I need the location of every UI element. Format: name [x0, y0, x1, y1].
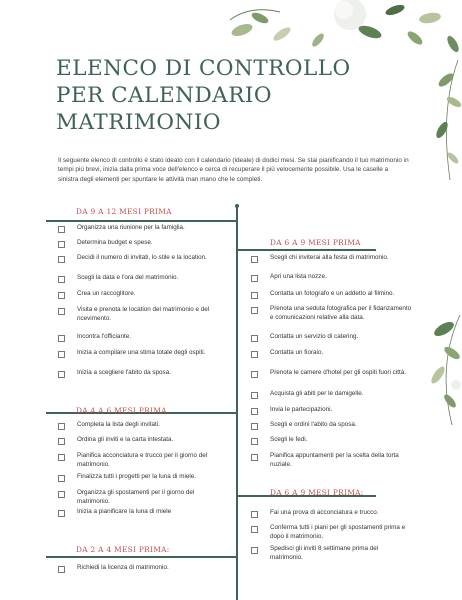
checkbox[interactable]: [58, 510, 65, 517]
list-item: Ordina gli inviti e la carta intestata.: [77, 436, 174, 443]
checkbox[interactable]: [58, 335, 65, 342]
section-heading-6-9: DA 6 A 9 MESI PRIMA: [270, 238, 361, 247]
list-item: Inizia a pianificare la luna di miele: [77, 508, 172, 515]
section-heading-4-6: DA 4 A 6 MESI PRIMA: [76, 406, 167, 415]
list-item: Visita e prenota le location del matrimonio e del ricevimento.: [77, 306, 210, 322]
checkbox[interactable]: [58, 256, 65, 263]
checkbox[interactable]: [58, 226, 65, 233]
checkbox[interactable]: [251, 454, 258, 461]
checkbox[interactable]: [251, 292, 258, 299]
section-heading-2-4: DA 2 A 4 MESI PRIMA:: [76, 545, 170, 554]
checkbox[interactable]: [58, 491, 65, 498]
checkbox[interactable]: [58, 371, 65, 378]
page-title: [56, 55, 351, 136]
timeline-branch: [236, 249, 376, 251]
checkbox[interactable]: [251, 371, 258, 378]
checkbox[interactable]: [58, 475, 65, 482]
timeline-node: [235, 204, 239, 208]
list-item: Contatta un fotografo e un addetto al filmino.: [270, 290, 395, 297]
list-item: Prenota una seduta fotografica per il fidanzamento e comunicazioni relative alla data.: [270, 305, 412, 321]
list-item: Determina budget e spese.: [77, 239, 153, 246]
checkbox[interactable]: [58, 292, 65, 299]
floral-decoration-top: [220, 0, 462, 60]
checkbox[interactable]: [251, 511, 258, 518]
checkbox[interactable]: [58, 438, 65, 445]
list-item: Decidi il numero di invitati, lo stile e la location.: [77, 254, 207, 261]
checkbox[interactable]: [251, 408, 258, 415]
list-item: Inizia a scegliere l'abito da sposa.: [77, 369, 171, 376]
list-item: Scegli chi inviterai alla festa di matrimonio.: [270, 254, 389, 261]
checkbox[interactable]: [251, 438, 258, 445]
list-item: Finalizza tutti i progetti per la luna di miele.: [77, 473, 196, 480]
floral-decoration-right-upper: [420, 60, 462, 190]
list-item: Invia le partecipazioni.: [270, 406, 333, 413]
list-item: Pianifica acconciatura e trucco per il giorno del matrimonio.: [77, 452, 208, 468]
section-heading-9-12: DA 9 A 12 MESI PRIMA: [76, 207, 172, 216]
section-heading-6-9-b: DA 6 A 9 MESI PRIMA:: [270, 488, 364, 497]
checkbox[interactable]: [251, 335, 258, 342]
floral-decoration-right-lower: [412, 315, 462, 425]
title-line-1: ELENCO DI CONTROLLO: [56, 56, 351, 81]
checkbox[interactable]: [58, 566, 65, 573]
checkbox[interactable]: [58, 241, 65, 248]
list-item: Contatta un servizio di catering.: [270, 333, 359, 340]
timeline-branch: [46, 556, 236, 558]
list-item: Organizza gli spostamenti per il giorno del matrimonio.: [77, 489, 195, 505]
checkbox[interactable]: [251, 423, 258, 430]
checkbox[interactable]: [58, 308, 65, 315]
list-item: Spedisci gli inviti 8 settimane prima del matrimonio.: [270, 545, 379, 561]
checkbox[interactable]: [58, 351, 65, 358]
checkbox[interactable]: [58, 423, 65, 430]
list-item: Inizia a compilare una stima totale degli ospiti.: [77, 349, 206, 356]
list-item: Scegli le fedi.: [270, 436, 308, 443]
list-item: Crea un raccoglitore.: [77, 290, 136, 297]
list-item: Acquista gli abiti per le damigelle.: [270, 390, 364, 397]
checkbox[interactable]: [251, 526, 258, 533]
list-item: Scegli e ordini l'abito da sposa.: [270, 421, 357, 428]
checkbox[interactable]: [251, 351, 258, 358]
checkbox[interactable]: [251, 547, 258, 554]
checkbox[interactable]: [251, 275, 258, 282]
title-line-2: PER CALENDARIO: [56, 83, 273, 108]
checkbox[interactable]: [251, 307, 258, 314]
checkbox[interactable]: [58, 454, 65, 461]
list-item: Prenota le camere d'hotel per gli ospiti fuori città.: [270, 369, 406, 376]
list-item: Completa la lista degli invitati.: [77, 421, 160, 428]
list-item: Organizza una riunione per la famiglia.: [77, 224, 185, 231]
timeline-axis: [236, 206, 238, 600]
checkbox[interactable]: [251, 256, 258, 263]
list-item: Pianifica appuntamenti per la scelta della torta nuziale.: [270, 452, 399, 468]
list-item: Scegli la data e l'ora del matrimonio.: [77, 274, 179, 281]
intro-paragraph: Il seguente elenco di controllo è stato ideato con il calendario (ideale) di dodici mesi. Se stai pianificando il tuo matrimonio in tempi più brevi, inizia dalla prima voce dell'elenco e cerca di recuperare il più velocemente possibile. Usa le caselle a sinistra degli elementi per spuntare le attività man mano che le completi.: [58, 157, 409, 183]
list-item: Fai una prova di acconciatura e trucco.: [270, 509, 379, 516]
checkbox[interactable]: [251, 392, 258, 399]
title-line-3: MATRIMONIO: [56, 110, 221, 135]
list-item: Apri una lista nozze.: [270, 273, 327, 280]
checkbox[interactable]: [58, 276, 65, 283]
list-item: Incontra l'officiante.: [77, 333, 131, 340]
timeline-branch: [46, 220, 236, 222]
list-item: Richiedi la licenza di matrimonio.: [77, 564, 169, 571]
list-item: Conferma tutti i piani per gli spostamenti prima e dopo il matrimonio.: [270, 524, 406, 540]
list-item: Contatta un fioraio.: [270, 349, 324, 356]
